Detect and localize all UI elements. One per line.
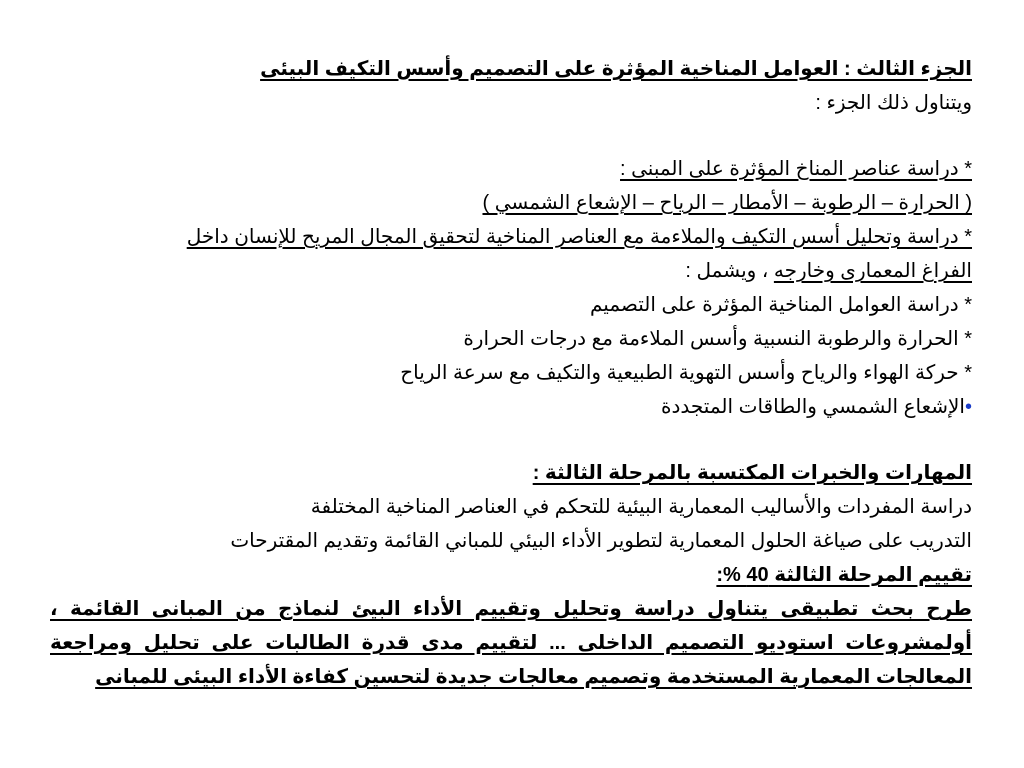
skills-title: المهارات والخبرات المكتسبة بالمرحلة الثالثة : [532, 462, 972, 484]
bullet-dot-icon: • [964, 396, 972, 418]
item-climate-elements-detail: ( الحرارة – الرطوبة – الأمطار – الرياح – الإشعاع الشمسي ) [482, 192, 972, 214]
skill-item: دراسة المفردات والأساليب المعمارية البيئية للتحكم في العناصر المناخية المختلفة [310, 496, 972, 518]
item-adaptation-underlined: الفراغ المعمارى وخارجه [773, 260, 972, 282]
intro-text: ويتناول ذلك الجزء : [815, 92, 972, 114]
item-adaptation-rest: ، ويشمل : [685, 260, 774, 282]
bullet-item-text: الإشعاع الشمسي والطاقات المتجددة [661, 396, 965, 418]
spacer [50, 424, 972, 456]
item-adaptation-line1: * دراسة وتحليل أسس التكيف والملاءمة مع العناصر المناخية لتحقيق المجال المريح للإنسان داخل [186, 226, 972, 248]
evaluation-line: المعالجات المعمارية المستخدمة وتصميم معالجات جديدة لتحسين كفاءة الأداء البيئى للمبانى [95, 666, 972, 688]
sub-item: * دراسة العوامل المناخية المؤثرة على التصميم [589, 294, 972, 316]
sub-item: * الحرارة والرطوبة النسبية وأسس الملاءمة مع درجات الحرارة [463, 328, 972, 350]
evaluation-line: طرح بحث تطبيقى يتناول دراسة وتحليل وتقييم الأداء البيئ لنماذج من المبانى القائمة ، [50, 598, 972, 620]
spacer [50, 120, 972, 152]
skill-item: التدريب على صياغة الحلول المعمارية لتطوير الأداء البيئي للمباني القائمة وتقديم المقترحات [230, 530, 972, 552]
section-title: الجزء الثالث : العوامل المناخية المؤثرة على التصميم وأسس التكيف البيئى [260, 58, 972, 80]
item-climate-elements: * دراسة عناصر المناخ المؤثرة على المبنى : [620, 158, 972, 180]
slide-content [50, 52, 972, 694]
item-adaptation-line2 [50, 254, 972, 288]
bullet-item [50, 390, 972, 424]
evaluation-title: تقييم المرحلة الثالثة 40 %: [716, 564, 972, 586]
evaluation-line: أولمشروعات استوديو التصميم الداخلى ... لتقييم مدى قدرة الطالبات على تحليل ومراجعة [50, 632, 972, 654]
sub-item: * حركة الهواء والرياح وأسس التهوية الطبيعية والتكيف مع سرعة الرياح [400, 362, 972, 384]
